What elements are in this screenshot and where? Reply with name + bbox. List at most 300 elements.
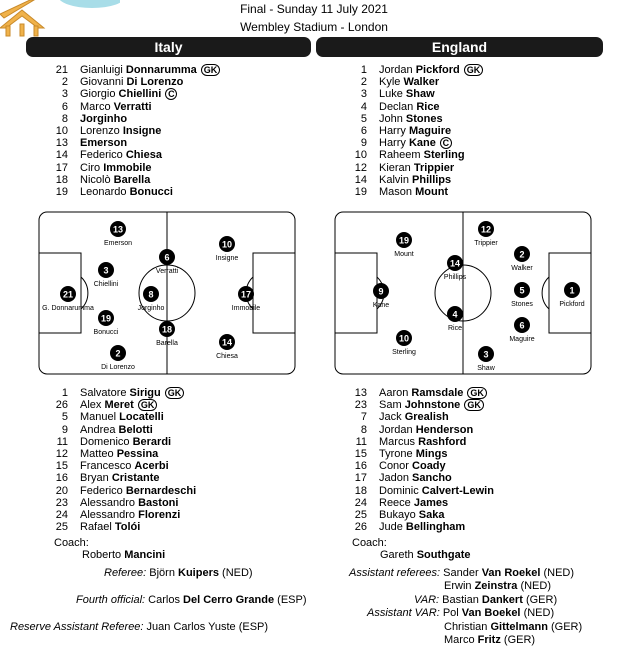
player-first-name: Marco: [80, 100, 111, 113]
assistant-2-nat: (NED): [520, 580, 551, 592]
player-first-name: Bryan: [80, 472, 109, 485]
referee-last: Kuipers: [178, 567, 219, 579]
player-last-name: Ramsdale: [411, 387, 464, 399]
player-name: [379, 460, 446, 472]
player-number: 25: [55, 521, 68, 534]
player-pitch-label: Pickford: [559, 301, 585, 308]
reserve-referee-label: Reserve Assistant Referee:: [10, 621, 144, 633]
player-last-name: Bellingham: [405, 521, 466, 534]
player-name: [379, 497, 448, 509]
player-first-name: Domenico: [80, 435, 130, 448]
player-name: [80, 125, 161, 137]
avar-3-line: [444, 634, 535, 646]
player-marker: [373, 283, 389, 309]
player-last-name: Mings: [415, 447, 448, 460]
player-number: 24: [55, 508, 68, 521]
avar-1-line: [367, 607, 554, 619]
player-number: 3: [360, 88, 367, 101]
player-marker: [474, 221, 498, 247]
player-last-name: Jorginho: [80, 112, 128, 125]
player-last-name: Locatelli: [119, 411, 164, 424]
player-dot-number: 13: [112, 224, 124, 235]
player-last-name: Tolói: [114, 521, 141, 534]
player-name: [379, 424, 473, 436]
player-first-name: Conor: [379, 460, 409, 473]
player-first-name: Nicolò: [80, 173, 111, 186]
player-number: 18: [55, 173, 68, 186]
avar-3-nat: (GER): [503, 634, 536, 646]
player-number: 26: [55, 399, 68, 412]
player-first-name: Matteo: [80, 447, 114, 460]
player-last-name: Bernardeschi: [125, 484, 197, 497]
referee-line: [104, 567, 253, 579]
player-last-name: Bastoni: [138, 496, 179, 509]
player-name: [80, 399, 157, 411]
assistant-1-last: Van Roekel: [481, 567, 541, 579]
player-number: 2: [360, 76, 367, 89]
player-name: [379, 472, 452, 484]
player-first-name: Francesco: [80, 460, 132, 473]
player-first-name: Marcus: [379, 435, 416, 448]
match-venue: Wembley Stadium - London: [240, 20, 388, 34]
player-number: 10: [55, 124, 68, 137]
player-first-name: Aaron: [379, 387, 409, 399]
player-marker: [559, 282, 584, 308]
player-last-name: Coady: [412, 460, 446, 473]
captain-badge: C: [165, 88, 177, 100]
player-number: 5: [360, 112, 367, 125]
reserve-referee-name: Juan Carlos Yuste: [146, 621, 236, 633]
player-last-name: Chiesa: [125, 149, 162, 162]
player-pitch-label: Insigne: [215, 255, 239, 262]
player-name: [379, 76, 439, 88]
player-dot-number: 6: [519, 320, 525, 331]
player-marker: [42, 286, 94, 312]
player-pitch-label: Phillips: [443, 274, 467, 281]
player-marker: [232, 286, 261, 312]
player-marker: [511, 246, 533, 272]
player-name: [80, 485, 196, 497]
player-last-name: Donnarumma: [125, 64, 197, 76]
player-number: 14: [55, 149, 68, 162]
player-dot-number: 3: [103, 265, 109, 276]
player-dot-number: 2: [115, 348, 121, 359]
player-number: 1: [61, 387, 68, 399]
assistant-2-first: Erwin: [444, 580, 472, 592]
player-first-name: Lorenzo: [80, 124, 120, 137]
player-first-name: Harry: [379, 137, 406, 150]
player-first-name: Alex: [80, 399, 102, 412]
player-first-name: Dominic: [379, 484, 419, 497]
player-first-name: Sam: [379, 399, 402, 412]
player-last-name: Barella: [113, 173, 151, 186]
player-name: [80, 186, 173, 198]
player-marker: [94, 262, 119, 288]
player-name: [80, 387, 184, 399]
var-line: [414, 594, 557, 606]
player-marker: [511, 282, 533, 308]
player-marker: [156, 249, 179, 275]
player-first-name: Mason: [379, 185, 413, 198]
player-pitch-label: Kane: [372, 302, 390, 309]
player-pitch-label: Barella: [156, 340, 178, 347]
player-dot-number: 21: [62, 289, 74, 300]
home-team-header: Italy: [26, 37, 311, 57]
player-number: 11: [355, 435, 367, 448]
player-last-name: Verratti: [113, 100, 152, 113]
match-title: Final - Sunday 11 July 2021: [240, 2, 388, 16]
player-dot-number: 14: [221, 337, 233, 348]
player-first-name: Alessandro: [80, 508, 136, 521]
player-pitch-label: Maguire: [509, 336, 535, 343]
player-dot-number: 2: [519, 249, 525, 260]
player-last-name: Di Lorenzo: [126, 76, 184, 89]
player-marker: [216, 334, 238, 360]
player-first-name: John: [379, 112, 403, 125]
fourth-official-label: Fourth official:: [76, 594, 146, 606]
player-number: 12: [55, 447, 68, 460]
player-dot-number: 18: [161, 324, 173, 335]
player-pitch-label: Walker: [511, 265, 533, 272]
away-coach-last: Southgate: [416, 549, 471, 561]
player-last-name: Bonucci: [129, 185, 173, 198]
referee-nat: (NED): [222, 567, 253, 579]
player-number: 3: [61, 88, 68, 101]
player-marker: [392, 330, 416, 356]
goalkeeper-badge: GK: [201, 64, 221, 76]
player-name: [379, 399, 484, 411]
player-number: 19: [55, 185, 68, 198]
player-number: 16: [354, 460, 367, 473]
player-pitch-label: Mount: [394, 251, 414, 258]
player-number: 7: [360, 411, 367, 424]
player-name: [80, 88, 177, 100]
var-first: Bastian: [442, 594, 479, 606]
var-label: VAR:: [414, 594, 440, 606]
player-first-name: Giorgio: [80, 88, 116, 101]
avar-label: Assistant VAR:: [367, 607, 440, 619]
player-marker: [216, 236, 239, 262]
player-name: [80, 448, 158, 460]
goalkeeper-badge: GK: [464, 399, 484, 411]
player-name: [80, 113, 127, 125]
player-dot-number: 10: [398, 333, 410, 344]
player-number: 5: [61, 411, 68, 424]
home-formation-pitch: [38, 211, 296, 375]
player-first-name: Raheem: [379, 149, 421, 162]
player-first-name: Andrea: [80, 423, 116, 436]
player-name: [80, 521, 140, 533]
assistant-1-nat: (NED): [543, 567, 575, 579]
player-first-name: Kyle: [379, 76, 401, 89]
player-name: [80, 137, 127, 149]
player-marker: [477, 346, 495, 372]
fourth-official-last: Del Cerro Grande: [183, 594, 275, 606]
player-name: [379, 448, 447, 460]
away-formation-pitch: [334, 211, 592, 375]
player-first-name: Kieran: [379, 161, 411, 174]
avar-2-line: [444, 621, 582, 633]
player-pitch-label: Rice: [447, 325, 463, 332]
player-pitch-label: Sterling: [392, 349, 416, 356]
player-name: [379, 186, 448, 198]
player-number: 16: [55, 472, 68, 485]
player-number: 19: [354, 185, 367, 198]
player-name: [379, 88, 435, 100]
player-last-name: Pickford: [415, 64, 460, 76]
player-last-name: Shaw: [405, 88, 435, 101]
player-pitch-label: Emerson: [103, 240, 133, 247]
player-first-name: Kalvin: [379, 173, 409, 186]
player-dot-number: 3: [483, 349, 489, 360]
player-number: 26: [354, 521, 367, 534]
player-number: 9: [360, 137, 367, 150]
player-pitch-label: Chiellini: [93, 281, 119, 288]
player-dot-number: 4: [452, 309, 458, 320]
player-first-name: Alessandro: [80, 496, 136, 509]
player-pitch-label: Verratti: [155, 268, 179, 275]
player-last-name: Berardi: [132, 435, 172, 448]
player-number: 6: [61, 100, 68, 113]
player-first-name: Jordan: [379, 64, 413, 76]
player-pitch-label: Bonucci: [93, 329, 119, 336]
home-coach-first: Roberto: [82, 549, 122, 561]
player-dot-number: 14: [449, 258, 461, 269]
player-last-name: Insigne: [122, 124, 162, 137]
player-name: [379, 101, 440, 113]
left-penalty-area: [335, 253, 377, 333]
player-last-name: Walker: [403, 76, 440, 89]
player-number: 13: [55, 137, 68, 150]
avar-2-first: Christian: [444, 621, 488, 633]
player-dot-number: 6: [164, 252, 170, 263]
player-last-name: Emerson: [80, 137, 128, 150]
player-last-name: Johnstone: [404, 399, 461, 412]
player-last-name: Phillips: [412, 173, 452, 186]
fourth-official-line: [76, 594, 307, 606]
player-last-name: Kane: [408, 137, 436, 150]
player-dot-number: 19: [398, 235, 410, 246]
player-number: 15: [55, 460, 68, 473]
var-nat: (GER): [525, 594, 558, 606]
away-coach-first: Gareth: [380, 549, 414, 561]
player-name: [379, 137, 452, 149]
player-name: [80, 174, 150, 186]
player-number: 11: [56, 435, 68, 448]
player-first-name: Gianluigi: [80, 64, 123, 76]
player-dot-number: 8: [148, 289, 154, 300]
player-first-name: Luke: [379, 88, 403, 101]
player-name: [379, 411, 449, 423]
avar-3-first: Marco: [444, 634, 475, 646]
player-last-name: Grealish: [404, 411, 449, 424]
player-last-name: Belotti: [118, 423, 153, 436]
player-name: [379, 174, 451, 186]
player-dot-number: 9: [378, 286, 384, 297]
assistant-referees-label: Assistant referees:: [349, 567, 441, 579]
player-first-name: Leonardo: [80, 185, 127, 198]
player-last-name: Sirigu: [129, 387, 161, 399]
home-coach-label: Coach:: [54, 537, 89, 549]
player-name: [80, 149, 162, 161]
player-name: [80, 436, 171, 448]
player-first-name: Jude: [379, 521, 403, 534]
player-name: [379, 162, 454, 174]
referee-label: Referee:: [104, 567, 147, 579]
player-last-name: Henderson: [415, 423, 474, 436]
player-last-name: Sterling: [423, 149, 465, 162]
player-first-name: Jordan: [379, 423, 413, 436]
player-marker: [138, 286, 165, 312]
player-number: 12: [354, 161, 367, 174]
player-first-name: Reece: [379, 496, 411, 509]
player-name: [80, 472, 160, 484]
away-team-header: England: [316, 37, 603, 57]
player-first-name: Manuel: [80, 411, 117, 424]
fourth-official-nat: (ESP): [277, 594, 307, 606]
player-last-name: Rashford: [418, 435, 467, 448]
goalkeeper-badge: GK: [467, 387, 487, 399]
player-dot-number: 17: [240, 289, 252, 300]
player-number: 14: [354, 173, 367, 186]
player-first-name: Tyrone: [379, 447, 413, 460]
player-number: 8: [360, 423, 367, 436]
player-name: [80, 162, 152, 174]
player-first-name: Rafael: [80, 521, 112, 534]
goalkeeper-badge: GK: [165, 387, 185, 399]
player-number: 20: [55, 484, 68, 497]
player-first-name: Harry: [379, 124, 406, 137]
avar-2-last: Gittelmann: [490, 621, 548, 633]
assistant-2-last: Zeinstra: [474, 580, 518, 592]
player-name: [379, 64, 483, 76]
player-number: 1: [360, 64, 367, 76]
assistant-referee-2-line: [444, 580, 551, 592]
assistant-referee-1-line: [349, 567, 574, 579]
player-dot-number: 5: [519, 285, 525, 296]
goalkeeper-badge: GK: [464, 64, 484, 76]
player-number: 17: [55, 161, 68, 174]
player-dot-number: 1: [569, 285, 575, 296]
player-first-name: Giovanni: [80, 76, 124, 89]
home-coach-name: [82, 549, 165, 561]
player-first-name: Federico: [80, 149, 123, 162]
player-number: 23: [55, 496, 68, 509]
player-number: 13: [354, 387, 367, 399]
player-name: [379, 125, 451, 137]
player-pitch-label: Shaw: [477, 365, 495, 372]
player-last-name: Calvert-Lewin: [421, 484, 494, 497]
player-first-name: Declan: [379, 100, 414, 113]
player-marker: [509, 317, 534, 343]
player-name: [379, 521, 465, 533]
player-first-name: Salvatore: [80, 387, 127, 399]
away-coach-name: [380, 549, 470, 561]
player-name: [379, 387, 487, 399]
player-number: 4: [360, 100, 367, 113]
player-pitch-label: Trippier: [474, 240, 498, 247]
player-name: [80, 509, 180, 521]
reserve-referee-nat: (ESP): [238, 621, 269, 633]
player-marker: [94, 310, 119, 336]
player-name: [80, 64, 220, 76]
player-dot-number: 19: [100, 313, 112, 324]
avar-1-last: Van Boekel: [461, 607, 521, 619]
player-name: [80, 460, 169, 472]
player-marker: [104, 221, 132, 247]
player-number: 21: [55, 64, 68, 76]
player-last-name: Pessina: [116, 447, 159, 460]
player-name: [379, 113, 443, 125]
player-name: [379, 509, 444, 521]
player-dot-number: 12: [480, 224, 492, 235]
player-pitch-label: Di Lorenzo: [101, 364, 135, 371]
player-last-name: James: [413, 496, 449, 509]
player-number: 2: [61, 76, 68, 89]
player-pitch-label: Jorginho: [137, 305, 165, 312]
player-last-name: Meret: [104, 399, 134, 412]
player-number: 18: [354, 484, 367, 497]
player-dot-number: 10: [221, 239, 233, 250]
player-name: [80, 424, 153, 436]
player-pitch-label: Stones: [511, 301, 533, 308]
player-name: [379, 485, 494, 497]
away-coach-label: Coach:: [352, 537, 387, 549]
player-first-name: Jadon: [379, 472, 409, 485]
captain-badge: C: [440, 137, 452, 149]
avar-3-last: Fritz: [477, 634, 501, 646]
player-number: 8: [61, 112, 68, 125]
player-last-name: Trippier: [413, 161, 455, 174]
player-name: [80, 497, 178, 509]
right-penalty-area: [253, 253, 295, 333]
player-last-name: Acerbi: [134, 460, 169, 473]
player-first-name: Bukayo: [379, 508, 416, 521]
player-number: 15: [354, 447, 367, 460]
player-last-name: Rice: [416, 100, 440, 113]
referee-first: Björn: [149, 567, 175, 579]
player-last-name: Immobile: [103, 161, 152, 174]
player-marker: [394, 232, 414, 258]
player-first-name: Ciro: [80, 161, 101, 174]
player-name: [80, 411, 164, 423]
player-last-name: Maguire: [408, 124, 452, 137]
player-last-name: Florenzi: [138, 508, 181, 521]
player-name: [379, 436, 466, 448]
player-first-name: Jack: [379, 411, 402, 424]
avar-2-nat: (GER): [550, 621, 583, 633]
reserve-referee-line: [10, 621, 268, 633]
player-last-name: Saka: [418, 508, 445, 521]
player-number: 6: [360, 124, 367, 137]
avar-1-nat: (NED): [523, 607, 555, 619]
player-name: [80, 76, 183, 88]
fourth-official-first: Carlos: [148, 594, 180, 606]
player-number: 9: [61, 423, 68, 436]
player-marker: [101, 345, 135, 371]
player-pitch-label: Chiesa: [216, 353, 238, 360]
player-first-name: Federico: [80, 484, 123, 497]
player-last-name: Mount: [415, 185, 449, 198]
right-penalty-arc: [542, 277, 549, 309]
player-pitch-label: Immobile: [231, 305, 261, 312]
player-name: [80, 101, 152, 113]
player-marker: [156, 321, 178, 347]
player-number: 10: [354, 149, 367, 162]
player-number: 25: [354, 508, 367, 521]
player-last-name: Stones: [405, 112, 443, 125]
player-last-name: Sancho: [412, 472, 452, 485]
